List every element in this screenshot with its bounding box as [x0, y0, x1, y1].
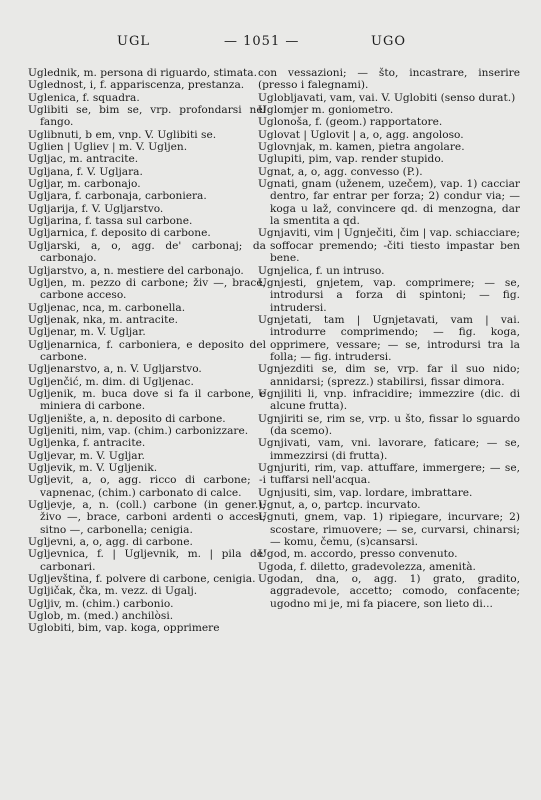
dictionary-entry: Ugljevština, f. polvere di carbone, cenigia. — [28, 573, 256, 586]
dictionary-entry: Ugljara, f. carbonaja, carboniera. — [28, 190, 207, 203]
dictionary-entry: Uglovnjak, m. kamen, pietra angolare. — [258, 141, 465, 154]
dictionary-entry: Ugljenčić, m. dim. di Ugljenac. — [28, 375, 194, 388]
dictionary-entry: Ugljarnica, f. deposito di carbone. — [28, 227, 211, 240]
dictionary-entry: Uglenica, f. squadra. — [28, 91, 140, 104]
dictionary-entry: Ugljen, m. pezzo di carbone; živ —, brace, carbone acceso. — [28, 276, 266, 302]
dictionary-entry: Ugljana, f. V. Ugljara. — [28, 165, 143, 178]
dictionary-entry: Uglednost, i, f. appariscenza, prestanza. — [28, 79, 245, 92]
dictionary-entry: Ugljenište, a, n. deposito di carbone. — [28, 412, 226, 425]
page-number: — 1051 — — [224, 34, 300, 49]
dictionary-entry: Ugodan, dna, o, agg. 1) grato, gradito, aggradevole, accetto; comodo, confacente; ugodno mi je, mi fa piacere, son lieto di... — [258, 573, 520, 610]
dictionary-entry: Ugljiv, m. (chim.) carbonio. — [28, 597, 174, 610]
dictionary-entry: Uglien | Ugliev | m. V. Ugljen. — [28, 141, 188, 154]
left-column — [28, 67, 266, 635]
dictionary-entry: Ugljevje, a, n. (coll.) carbone (in gener.); živo —, brace, carboni ardenti o accesi; sitno —, carbonella; cenigia. — [28, 499, 266, 536]
dictionary-entry: Ugnjiliti li, vnp. infracidire; immezzire (dic. di alcune frutta). — [258, 387, 520, 413]
dictionary-entry: Uglovat | Uglovit | a, o, agg. angoloso. — [258, 128, 464, 141]
dictionary-entry: Ugnjiriti se, rim se, vrp. u što, fissar lo sguardo (da scemo). — [258, 412, 520, 437]
dictionary-entry: Ugnjuriti, rim, vap. attuffare, immergere; — se, tuffarsi nell'acqua. — [258, 462, 520, 487]
dictionary-entry: Uglednik, m. persona di riguardo, stimata. — [28, 67, 257, 79]
dictionary-entry: Ugnjaviti, vim | Ugnječiti, čim | vap. schiacciare; soffocar premendo; -čiti tiesto impastar ben bene. — [258, 227, 520, 265]
dictionary-entry: Ugnjusiti, sim, vap. lordare, imbrattare. — [258, 486, 473, 499]
dictionary-entry: Ugljarski, a, o, agg. de' carbonaj; da carbonajo. — [28, 239, 266, 265]
dictionary-entry: Ugnjetati, tam | Ugnjetavati, vam | vai. introdurre comprimendo; — fig. koga, opprimere, vessare; — se, introdursi tra la folla; — fig. intrudersi. — [258, 313, 520, 363]
dictionary-entry: Ugnjesti, gnjetem, vap. comprimere; — se, introdursi a forza di spintoni; — fig. intrudersi. — [258, 276, 520, 314]
dictionary-entry: Ugljarina, f. tassa sul carbone. — [28, 215, 193, 228]
dictionary-entry: Ugoda, f. diletto, gradevolezza, amenità. — [258, 560, 476, 573]
dictionary-entry: Uglob, m. (med.) anchilòsi. — [28, 610, 174, 623]
dictionary-entry: Ugljenarnica, f. carboniera, e deposito del carbone. — [28, 338, 266, 363]
dictionary-entry: Ugljevit, a, o, agg. ricco di carbone; -i vapnenac, (chim.) carbonato di calce. — [28, 474, 266, 499]
dictionary-entry: con vessazioni; — što, incastrare, inserire (presso i falegnami). — [258, 67, 520, 92]
dictionary-entry: Ugnati, gnam (uženem, uzečem), vap. 1) cacciar dentro, far entrar per forza; 2) condur via; — koga u laž, convincere qd. di menzogna, dar la smentita a qd. — [258, 178, 520, 228]
dictionary-entry: Ugljenar, m. V. Ugljar. — [28, 326, 146, 339]
dictionary-entry: Ugljevni, a, o, agg. di carbone. — [28, 536, 193, 549]
dictionary-entry: Ugljenarstvo, a, n. V. Ugljarstvo. — [28, 363, 202, 376]
dictionary-entry: Uglobiti, bim, vap. koga, opprimere — [28, 622, 220, 635]
dictionary-entry: Ugnjivati, vam, vni. lavorare, faticare; — se, immezzirsi (di frutta). — [258, 437, 520, 462]
dictionary-entry: Ugljevnica, f. | Ugljevnik, m. | pila de' carbonari. — [28, 548, 266, 573]
dictionary-entry: Ugljevik, m. V. Ugljenik. — [28, 462, 158, 474]
dictionary-entry: Ugljičak, čka, m. vezz. di Ugalj. — [28, 585, 198, 598]
page-header — [0, 34, 541, 54]
header-right-guideword: UGO — [371, 34, 406, 49]
dictionary-entry: Ugljac, m. antracite. — [28, 153, 139, 166]
dictionary-entry: Uglibnuti, b em, vnp. V. Uglibiti se. — [28, 128, 217, 141]
dictionary-entry: Ugljevar, m. V. Ugljar. — [28, 449, 145, 462]
dictionary-entry: Ugnuti, gnem, vap. 1) ripiegare, incurvare; 2) scostare, rimuovere; — se, curvarsi, chinarsi; — komu, čemu, (s)cansarsi. — [258, 511, 520, 549]
header-left-guideword: UGL — [117, 34, 150, 49]
dictionary-entry: Ugnjezditi se, dim se, vrp. far il suo nido; annidarsi; (sprezz.) stabilirsi, fissar dimora. — [258, 363, 520, 388]
dictionary-entry: Uglomjer m. goniometro. — [258, 104, 394, 117]
dictionary-entry: Ugljenka, f. antracite. — [28, 437, 146, 450]
dictionary-entry: Uglonoša, f. (geom.) rapportatore. — [258, 116, 443, 129]
dictionary-entry: Ugljarija, f. V. Ugljarstvo. — [28, 202, 164, 215]
dictionary-entry: Ugnut, a, o, partcp. incurvato. — [258, 499, 421, 512]
dictionary-entry: Uglobljavati, vam, vai. V. Uglobiti (senso durat.) — [258, 91, 516, 104]
dictionary-entry: Ugod, m. accordo, presso convenuto. — [258, 548, 458, 561]
dictionary-entry: Ugljenak, nka, m. antracite. — [28, 313, 179, 326]
dictionary-entry: Ugljenac, nca, m. carbonella. — [28, 301, 186, 314]
dictionary-entry: Ugljeniti, nim, vap. (chim.) carbonizzare. — [28, 424, 249, 437]
dictionary-entry: Ugnjelica, f. un intruso. — [258, 264, 385, 277]
right-column — [258, 67, 520, 610]
dictionary-entry: Uglupiti, pim, vap. render stupido. — [258, 153, 444, 166]
dictionary-entry: Uglibiti se, bim se, vrp. profondarsi nel fango. — [28, 104, 266, 129]
dictionary-entry: Ugnat, a, o, agg. convesso (P.). — [258, 165, 423, 178]
dictionary-entry: Ugljarstvo, a, n. mestiere del carbonajo. — [28, 264, 244, 277]
dictionary-entry: Ugljar, m. carbonajo. — [28, 178, 141, 191]
dictionary-entry: Ugljenik, m. buca dove si fa il carbone, e miniera di carbone. — [28, 387, 266, 413]
